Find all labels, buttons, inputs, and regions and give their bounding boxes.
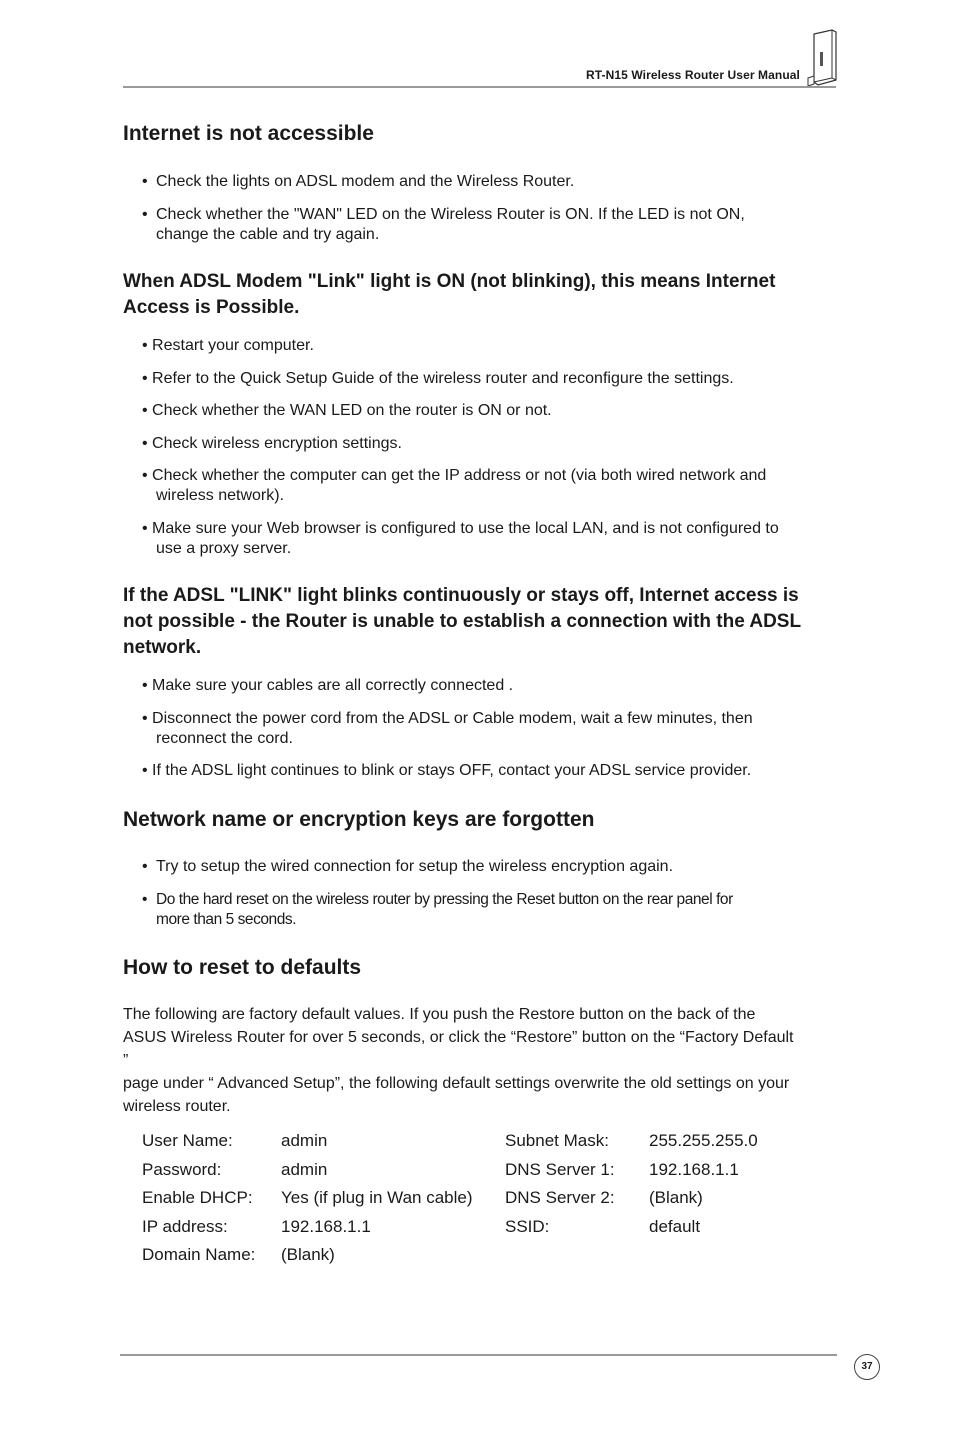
reset-description: The following are factory default values. If you push the Restore button on the back of the ASUS Wireless Router for over 5 seconds, or click the “Restore” button on the “Factory Default ” page under “ Advanced Setup”, the following default settings overwrite the old settings on your wireless router. [123,1006,794,1115]
list-item: • Disconnect the power cord from the ADSL or Cable modem, wait a few minutes, then reconnect the cord. [142,710,753,747]
list-item: • Check wireless encryption settings. [142,435,402,452]
heading-internet-not-accessible: Internet is not accessible [123,122,374,145]
list-item: • Check the lights on ADSL modem and the Wireless Router. [142,173,575,190]
heading-link-on: When ADSL Modem "Link" light is ON (not blinking), this means Internet Access is Possible. [123,271,776,318]
list-item: • Check whether the WAN LED on the router is ON or not. [142,402,552,419]
page-number: 37 [854,1354,880,1380]
heading-reset-defaults: How to reset to defaults [123,956,362,979]
table-row: IP address: 192.168.1.1 SSID: default [142,1216,701,1236]
header-divider [123,86,836,88]
list-item: • If the ADSL light continues to blink or stays OFF, contact your ADSL service provider. [142,762,752,779]
list-item: • Try to setup the wired connection for setup the wireless encryption again. [142,858,674,875]
heading-network-name-forgotten: Network name or encryption keys are forgotten [123,808,595,831]
router-icon [806,28,840,88]
list-item: • Check whether the computer can get the IP address or not (via both wired network and wireless network). [142,467,767,504]
table-row: User Name: admin Subnet Mask: 255.255.255.0 [142,1131,758,1150]
list-item: • Restart your computer. [142,337,314,354]
table-row: Domain Name: (Blank) [142,1245,335,1264]
list-item: • Make sure your cables are all correctly connected . [142,677,514,694]
footer-divider [120,1354,837,1356]
list-item: • Check whether the "WAN" LED on the Wireless Router is ON. If the LED is not ON, change the cable and try again. [142,206,745,243]
list-item: • Refer to the Quick Setup Guide of the wireless router and reconfigure the settings. [142,370,734,387]
table-row: Enable DHCP: Yes (if plug in Wan cable) DNS Server 2: (Blank) [142,1188,703,1207]
default-settings-table [142,1131,842,1274]
list-item: • Make sure your Web browser is configured to use the local LAN, and is not configured to use a proxy server. [142,520,779,557]
list-item: • Do the hard reset on the wireless router by pressing the Reset button on the rear panel for more than 5 seconds. [142,891,733,928]
manual-title: RT-N15 Wireless Router User Manual [585,68,800,82]
heading-link-blinks: If the ADSL "LINK" light blinks continuously or stays off, Internet access is not possible - the Router is unable to establish a connection with the ADSL network. [123,585,802,658]
table-row: Password: admin DNS Server 1: 192.168.1.1 [142,1159,739,1179]
